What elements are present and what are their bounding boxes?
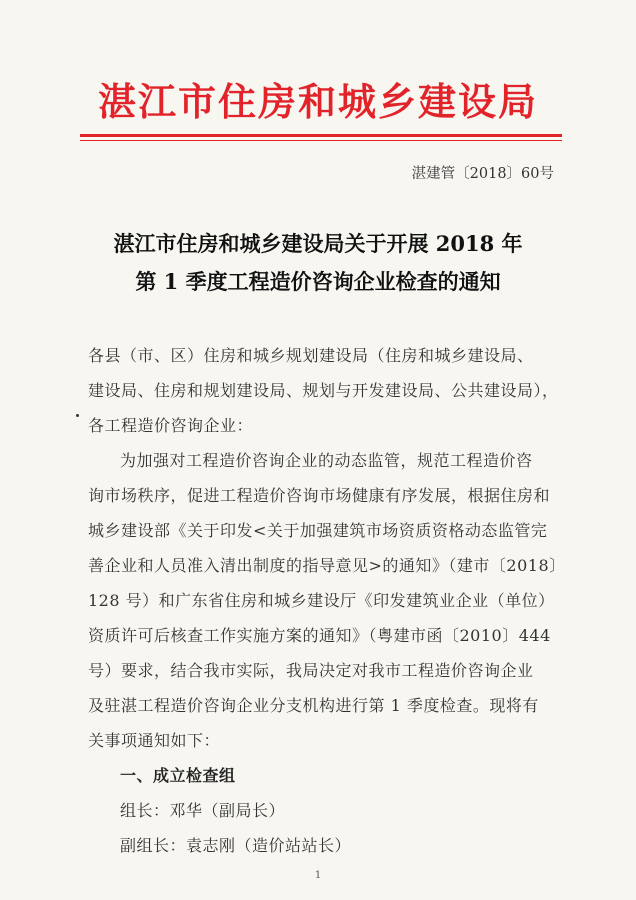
body-line: 各工程造价咨询企业： <box>88 416 254 435</box>
body-line: 善企业和人员准入清出制度的指导意见>的通知》（建市〔2018〕 <box>88 556 566 575</box>
issuing-organization-header: 湛江市住房和城乡建设局 <box>97 79 538 124</box>
red-header-rule-thin <box>80 140 562 141</box>
body-line: 及驻湛工程造价咨询企业分支机构进行第 1 季度检查。现将有 <box>88 696 539 715</box>
body-line: 建设局、住房和规划建设局、规划与开发建设局、公共建设局）， <box>88 381 559 400</box>
document-title-line-1: 湛江市住房和城乡建设局关于开展 2018 年 <box>113 231 523 256</box>
deputy-group-leader: 副组长：袁志刚（造价站站长） <box>120 836 352 855</box>
body-line: 城乡建设部《关于印发<关于加强建筑市场资质资格动态监管完 <box>88 521 548 540</box>
body-line: 询市场秩序，促进工程造价咨询市场健康有序发展，根据住房和 <box>88 486 551 505</box>
document-number: 湛建管〔2018〕60号 <box>411 166 554 182</box>
body-line: 号）要求，结合我市实际，我局决定对我市工程造价咨询企业 <box>88 661 534 680</box>
body-line: 为加强对工程造价咨询企业的动态监管，规范工程造价咨 <box>120 451 533 470</box>
body-line: 各县（市、区）住房和城乡规划建设局（住房和城乡建设局、 <box>88 346 534 365</box>
section-heading: 一、成立检查组 <box>120 766 236 785</box>
scan-speck <box>76 414 79 417</box>
red-header-rule-thick <box>80 134 562 137</box>
body-line: 资质许可后核查工作实施方案的通知》（粤建市函〔2010〕444 <box>88 626 551 645</box>
body-line: 关事项通知如下： <box>88 731 221 750</box>
body-line: 128 号）和广东省住房和城乡建设厅《印发建筑业企业（单位） <box>88 591 555 610</box>
group-leader: 组长：邓华（副局长） <box>120 801 286 820</box>
page-number: 1 <box>314 870 322 881</box>
document-title-line-2: 第 1 季度工程造价咨询企业检查的通知 <box>135 269 501 294</box>
